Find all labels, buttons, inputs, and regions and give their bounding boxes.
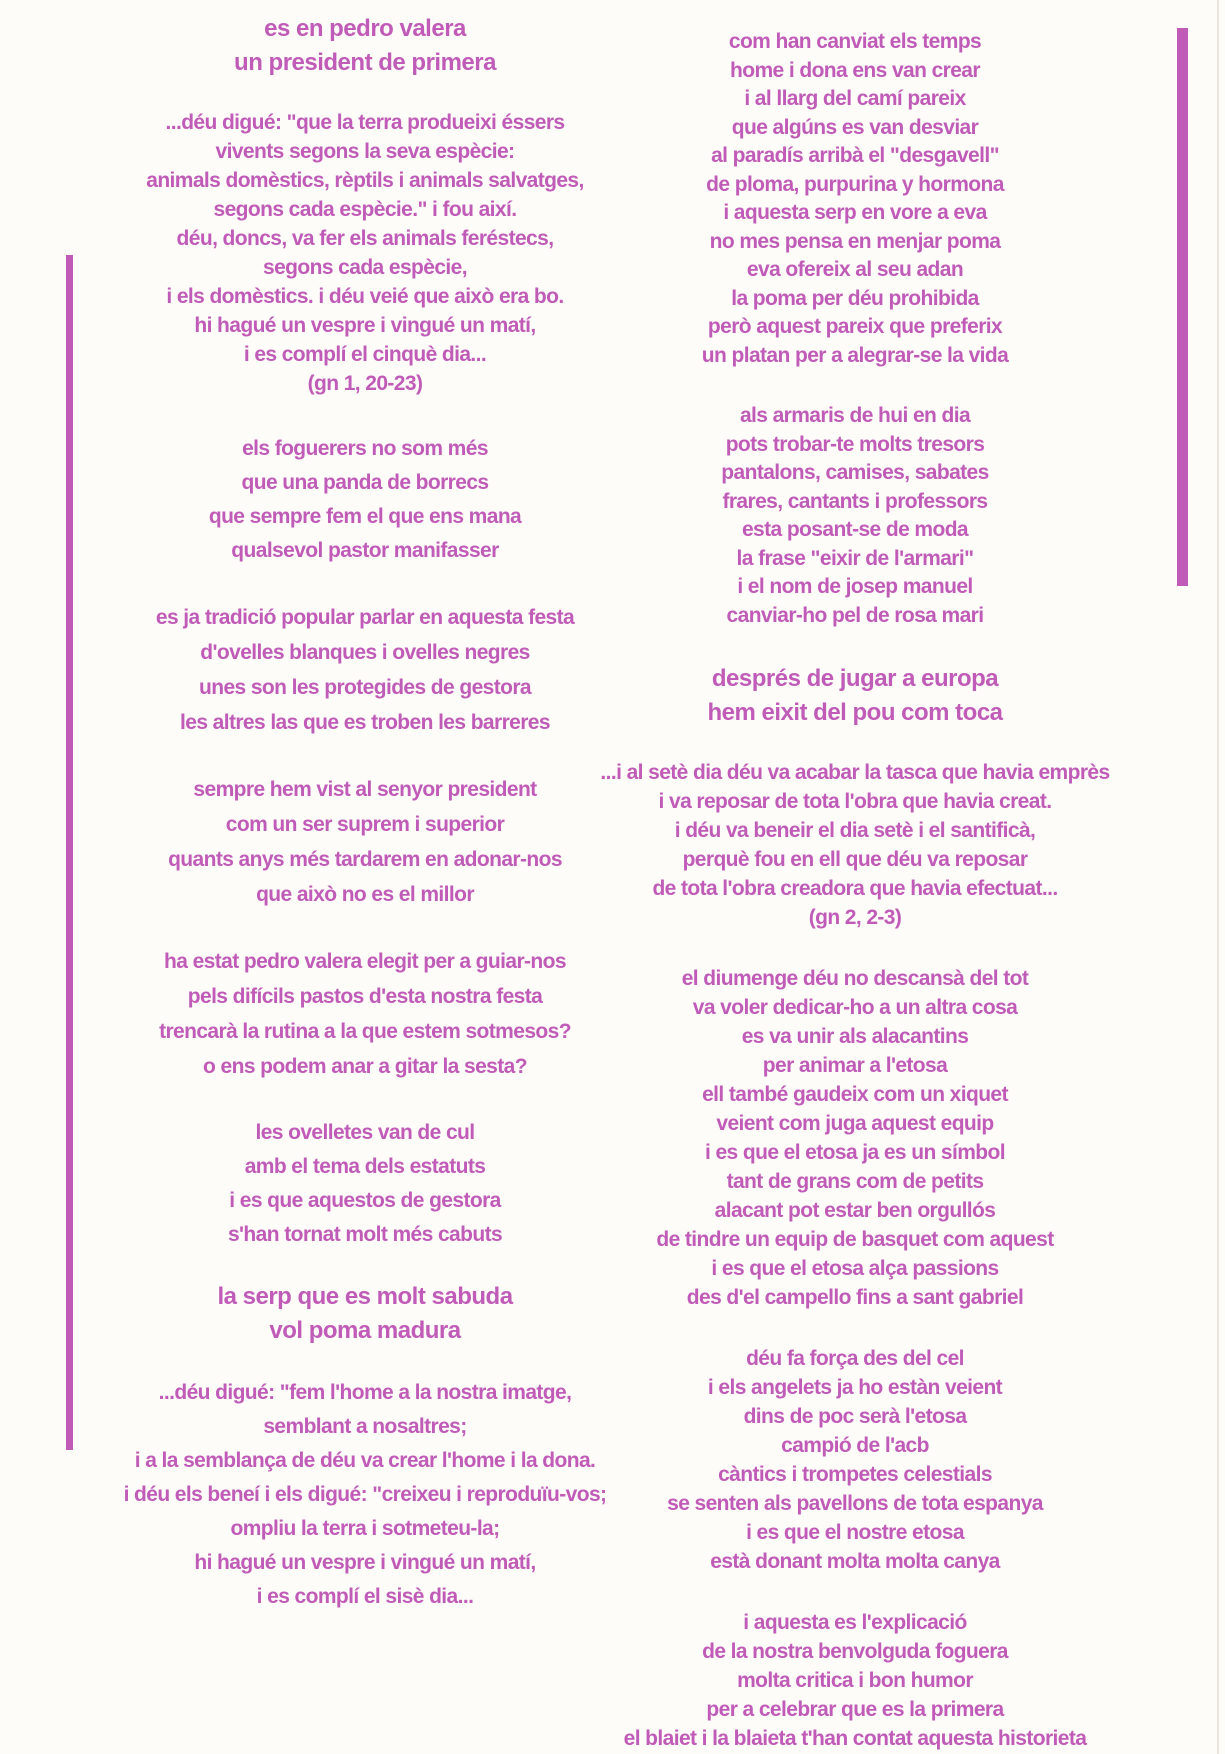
verse-line: alacant pot estar ben orgullós [714,1199,996,1222]
verse-line: perquè fou en ell que déu va reposar [682,848,1028,871]
verse-line: quants anys més tardarem en adonar-nos [168,848,562,871]
verse-line: ...déu digué: "que la terra produeixi éssers [165,111,565,134]
verse-line: al paradís arribà el "desgavell" [711,144,999,167]
verse-line: vivents segons la seva espècie: [215,140,515,163]
verse-line: se senten als pavellons de tota espanya [667,1492,1043,1515]
verse-line: ...déu digué: "fem l'home a la nostra imatge, [158,1381,572,1404]
verse-line: però aquest pareix que preferix [707,315,1003,338]
verse-line: les altres las que es troben les barreres [180,711,550,734]
verse-line: la poma per déu prohibida [731,286,979,310]
right-stanza-1 [565,28,1145,370]
verse-line: el diumenge déu no descansà del tot [681,967,1029,990]
verse-line: de tota l'obra creadora que havia efectuat... [652,877,1058,900]
verse-line: que sempre fem el que ens mana [208,505,522,528]
left-margin-bar [66,255,73,1450]
verse-line: als armaris de hui en dia [739,404,971,427]
verse-line: semblant a nosaltres; [263,1415,467,1438]
right-stanza-2 [565,402,1145,630]
verse-line: o ens podem anar a gitar la sesta? [203,1055,527,1078]
verse-line: i es complí el cinquè dia... [243,343,487,366]
verse-line: i al llarg del camí pareix [744,87,966,110]
verse-line: veient com juga aquest equip [716,1112,994,1135]
verse-line: càntics i trompetes celestials [718,1463,992,1486]
verse-line: (gn 2, 2-3) [808,906,902,929]
verse-line: de ploma, purpurina y hormona [706,172,1004,196]
right-quote-1 [565,758,1145,932]
verse-line: home i dona ens van crear [730,58,980,82]
verse-line: de la nostra benvolguda foguera [702,1640,1008,1663]
verse-line: canviar-ho pel de rosa mari [726,603,984,627]
verse-line: (gn 1, 20-23) [307,372,423,395]
right-column [565,28,1145,1753]
verse-line: com han canviat els temps [728,30,982,53]
verse-line: per a celebrar que es la primera [706,1698,1004,1721]
verse-line: un platan per a alegrar-se la vida [701,343,1009,367]
verse-line: i va reposar de tota l'obra que havia creat. [658,790,1052,813]
right-margin-bar [1177,28,1188,586]
verse-line: s'han tornat molt més cabuts [227,1223,503,1246]
verse-line: pots trobar-te molts tresors [725,432,985,456]
verse-line: d'ovelles blanques i ovelles negres [200,641,530,664]
verse-line: campió de l'acb [781,1434,929,1457]
verse-line: i es complí el sisè dia... [256,1585,474,1608]
verse-line: esta posant-se de moda [741,518,969,541]
verse-line: per animar a l'etosa [762,1054,948,1077]
verse-line: i es que el nostre etosa [746,1521,964,1544]
verse-line: i aquesta es l'explicació [743,1611,967,1634]
right-title-1 [565,662,1145,730]
verse-line: que això no es el millor [256,883,474,906]
verse-line: trencarà la rutina a la que estem sotmesos? [159,1020,571,1043]
verse-line: es ja tradició popular parlar en aquesta festa [155,606,575,629]
verse-line: unes son les protegides de gestora [198,676,532,699]
verse-line: el blaiet i la blaieta t'han contat aquesta historieta [623,1727,1087,1750]
section-title-line: hem eixit del pou com toca [707,699,1003,726]
verse-line: i els angelets ja ho estàn veient [707,1376,1003,1399]
section-title-line: vol poma madura [269,1317,461,1344]
section-title-line: la serp que es molt sabuda [217,1283,513,1310]
verse-line: ...i al setè dia déu va acabar la tasca que havia emprès [600,761,1110,784]
verse-line: segons cada espècie, [263,256,467,279]
verse-line: i es que aquestos de gestora [229,1189,501,1212]
page-edge [1217,0,1219,1754]
verse-line: i es que el etosa ja es un símbol [705,1141,1005,1164]
verse-line: des d'el campello fins a sant gabriel [686,1286,1024,1309]
verse-line: eva ofereix al seu adan [746,258,964,281]
verse-line: i es que el etosa alça passions [711,1257,999,1280]
verse-line: déu fa força des del cel [746,1347,964,1370]
verse-line: els foguerers no som més [242,437,488,460]
verse-line: i aquesta serp en vore a eva [723,201,987,224]
verse-line: no mes pensa en menjar poma [709,229,1001,253]
verse-line: la frase "eixir de l'armari" [736,546,974,570]
verse-line: va voler dedicar-ho a un altra cosa [692,996,1018,1019]
verse-line: i el nom de josep manuel [737,575,973,598]
verse-line: ha estat pedro valera elegit per a guiar-nos [164,950,566,973]
verse-line: i a la semblança de déu va crear l'home i la dona. [134,1449,596,1472]
verse-line: pels difícils pastos d'esta nostra festa [187,985,543,1008]
verse-line: i els domèstics. i déu veié que això era bo. [166,285,564,308]
verse-line: de tindre un equip de basquet com aquest [656,1228,1054,1251]
verse-line: sempre hem vist al senyor president [193,778,537,801]
verse-line: ompliu la terra i sotmeteu-la; [230,1517,500,1540]
verse-line: que algúns es van desviar [731,115,979,139]
verse-line: pantalons, camises, sabates [721,461,989,484]
section-title-line: després de jugar a europa [711,665,999,692]
section-title-line: un president de primera [234,49,496,76]
verse-line: dins de poc serà l'etosa [743,1405,967,1428]
verse-line: hi hagué un vespre i vingué un matí, [194,314,536,337]
section-title-line: es en pedro valera [264,15,466,42]
verse-line: està donant molta molta canya [710,1550,1000,1573]
verse-line: animals domèstics, rèptils i animals salvatges, [146,169,584,192]
verse-line: i déu els beneí i els digué: "creixeu i reproduïu-vos; [123,1483,607,1506]
verse-line: ell també gaudeix com un xiquet [702,1083,1008,1106]
verse-line: i déu va beneir el dia setè i el santificà, [674,819,1036,842]
verse-line: les ovelletes van de cul [255,1121,475,1144]
verse-line: qualsevol pastor manifasser [231,539,499,562]
verse-line: segons cada espècie." i fou així. [213,198,517,221]
verse-line: com un ser suprem i superior [225,813,505,836]
verse-line: amb el tema dels estatuts [244,1155,486,1178]
verse-line: que una panda de borrecs [241,471,489,494]
verse-line: hi hagué un vespre i vingué un matí, [194,1551,536,1574]
verse-line: molta critica i bon humor [737,1669,973,1692]
verse-line: tant de grans com de petits [726,1170,984,1193]
verse-line: déu, doncs, va fer els animals feréstecs, [176,227,554,250]
verse-line: frares, cantants i professors [722,489,988,513]
verse-line: es va unir als alacantins [741,1025,969,1048]
right-stanza-5 [565,1608,1145,1753]
right-stanza-3 [565,964,1145,1312]
right-stanza-4 [565,1344,1145,1576]
